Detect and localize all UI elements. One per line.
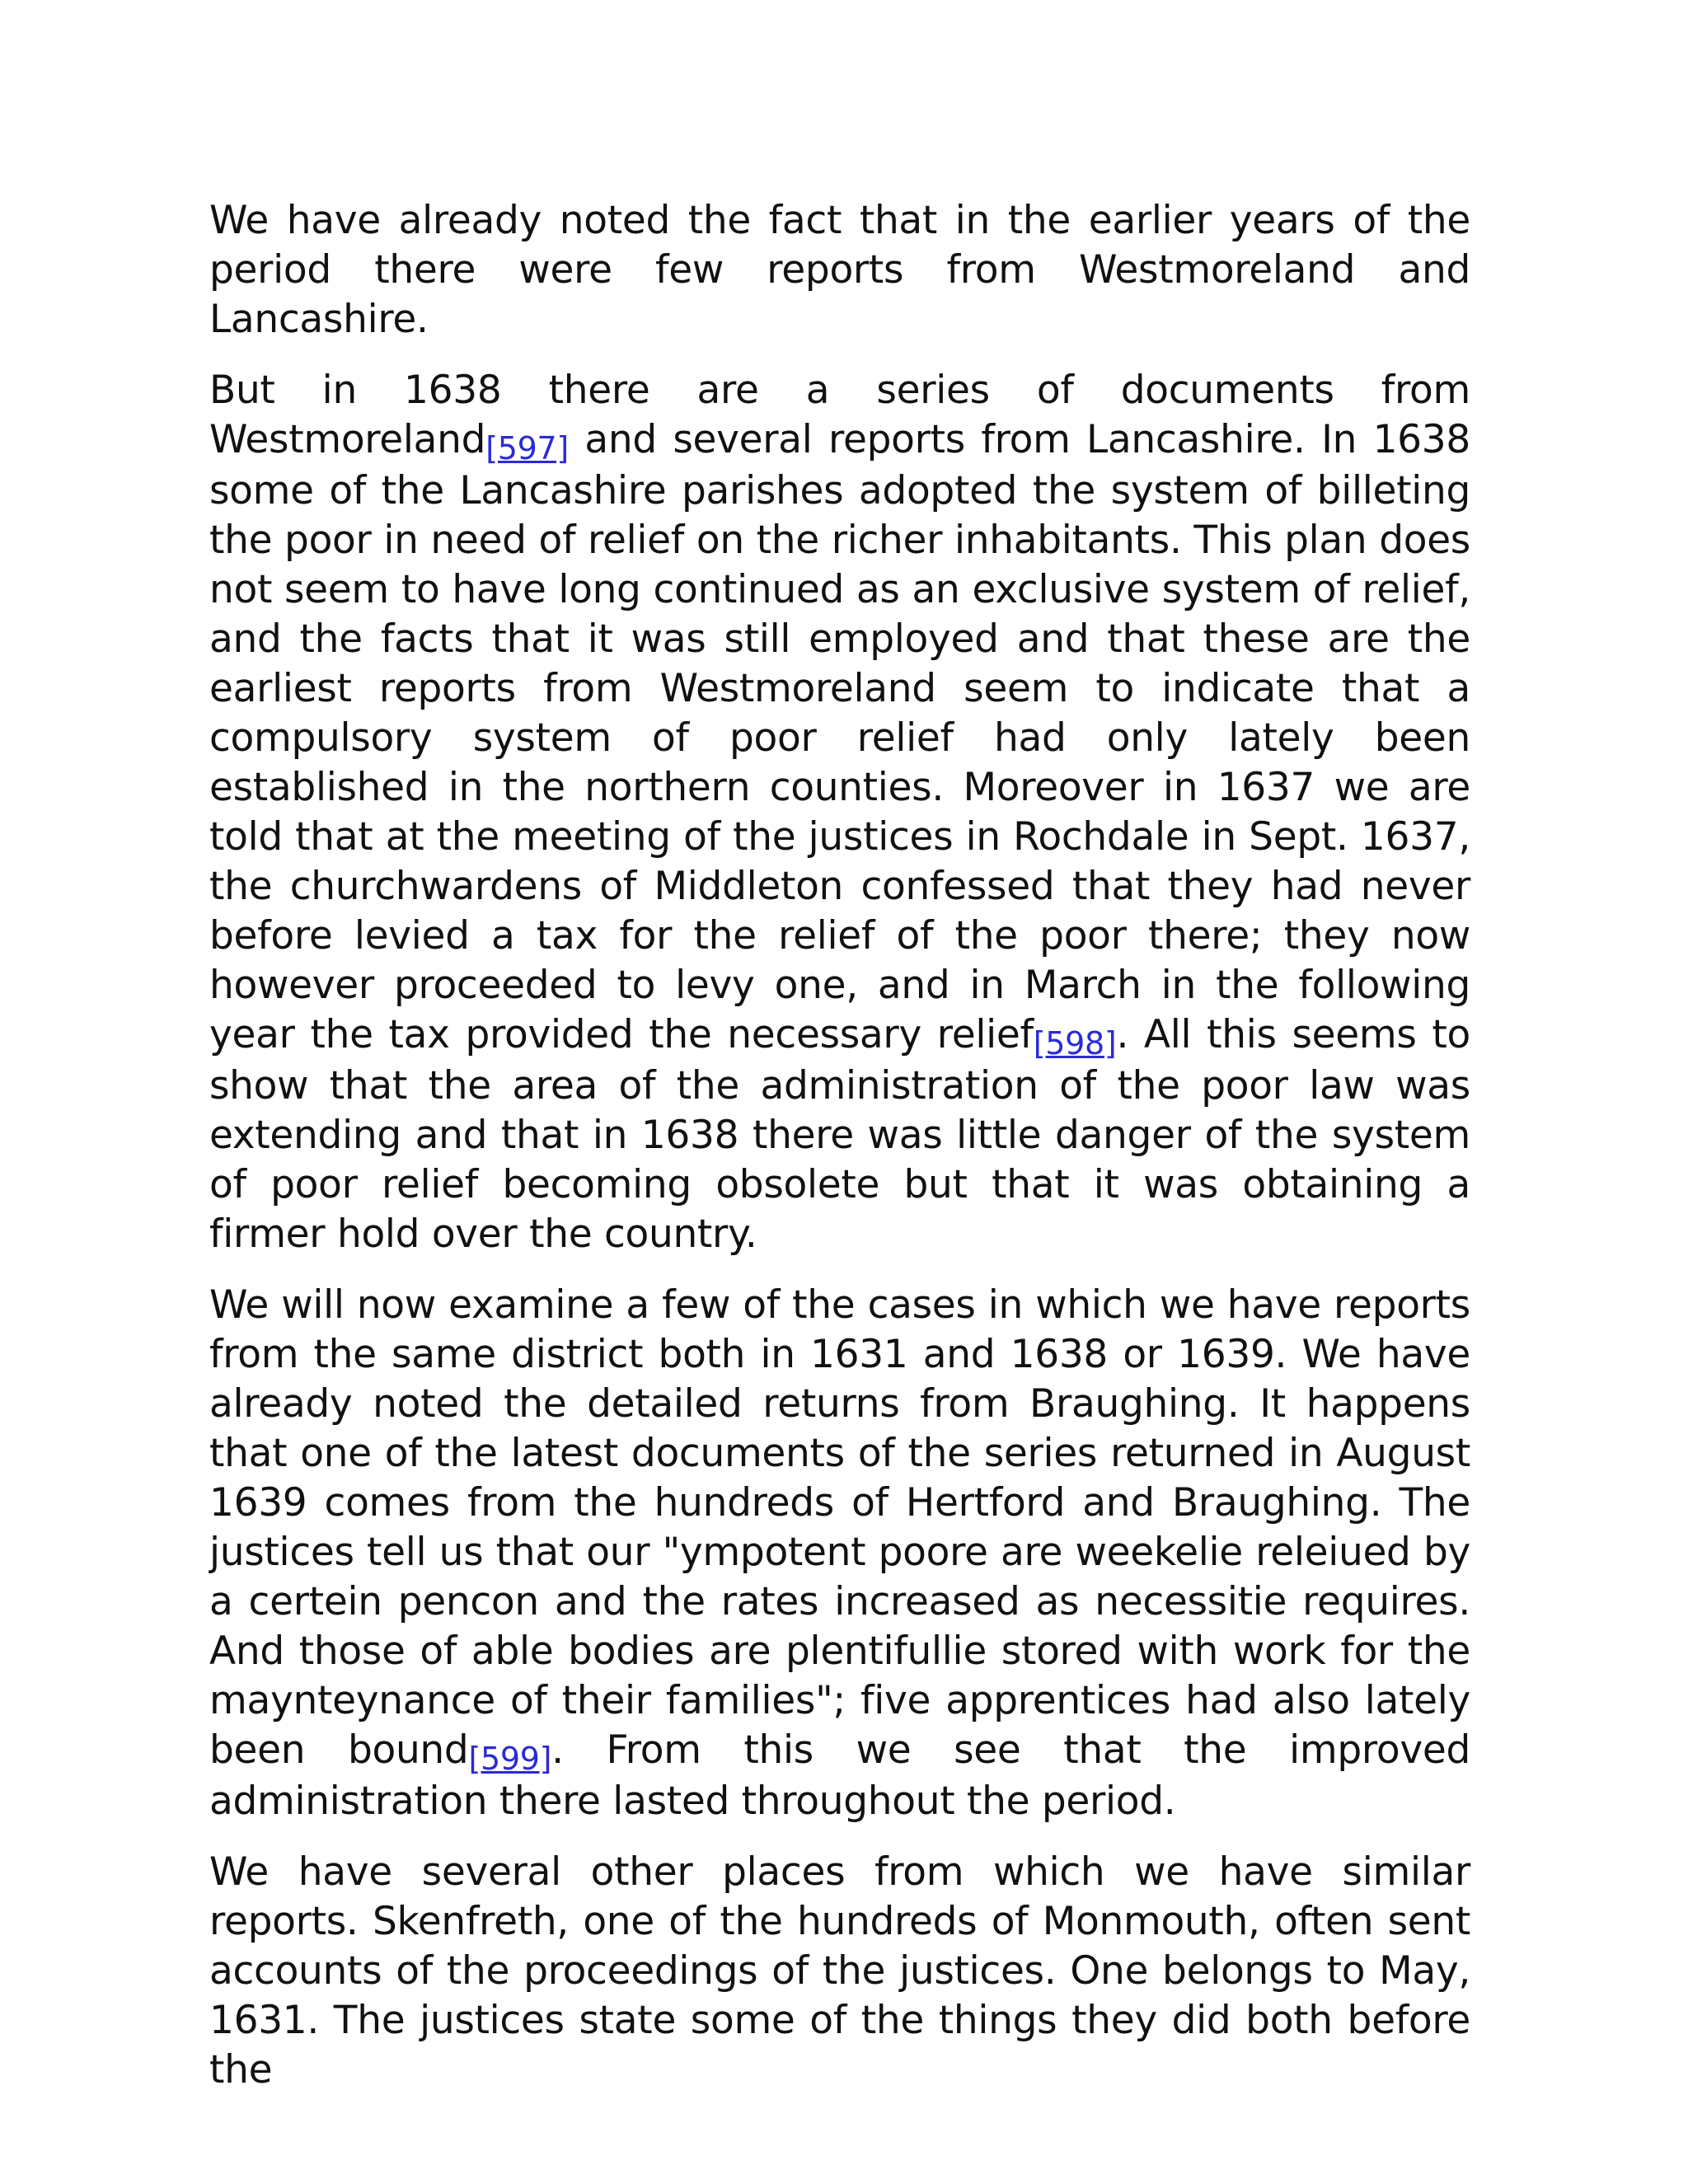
paragraph-1 [209,196,1470,344]
paragraph-4 [209,1848,1470,2095]
footnote-link-599[interactable]: [599] [468,1741,552,1777]
paragraph-text: . From this we see that the improved administration there lasted throughout the period. [209,1727,1470,1824]
paragraph-2 [209,366,1470,1259]
paragraph-text: We will now examine a few of the cases in which we have reports from the same district both in 1631 and 1638 or 1639. We have already noted the detailed returns from Braughing. It happens that one of the latest documents of the series returned in August 1639 comes from the hundreds of Hertford and Braughing. The justices tell us that our "ympotent poore are weekelie releiued by a certein pencon and the rates increased as necessitie requires. And those of able bodies are plentifullie stored with work for the maynteynance of their families"; five apprentices had also lately been bound [209,1282,1470,1773]
footnote-link-598[interactable]: [598] [1033,1025,1117,1062]
paragraph-text: . All this seems to show that the area of the administration of the poor law was extending and that in 1638 there was little danger of the system of poor relief becoming obsolete but that it was obtaining a firmer hold over the country. [209,1012,1470,1257]
paragraph-text: We have already noted the fact that in the earlier years of the period there were few reports from Westmoreland and Lancashire. [209,198,1470,342]
paragraph-text: and several reports from Lancashire. In 1638 some of the Lancashire parishes adopted the system of billeting the poor in need of relief on the richer inhabitants. This plan does not seem to have long continued as an exclusive system of relief, and the facts that it was still employed and that these are the earliest reports from Westmoreland seem to indicate that a compulsory system of poor relief had only lately been established in the northern counties. Moreover in 1637 we are told that at the meeting of the justices in Rochdale in Sept. 1637, the churchwardens of Middleton confessed that they had never before levied a tax for the relief of the poor there; they now however proceeded to levy one, and in March in the following year the tax provided the necessary relief [209,417,1470,1057]
paragraph-text: But in 1638 there are a series of documents from Westmoreland [209,368,1470,462]
paragraph-3 [209,1281,1470,1826]
paragraph-text: We have several other places from which we have similar reports. Skenfreth, one of the hundreds of Monmouth, often sent accounts of the proceedings of the justices. One belongs to May, 1631. The justices state some of the things they did both before the [209,1849,1470,2093]
document-page [209,196,1470,2116]
footnote-link-597[interactable]: [597] [485,430,569,466]
